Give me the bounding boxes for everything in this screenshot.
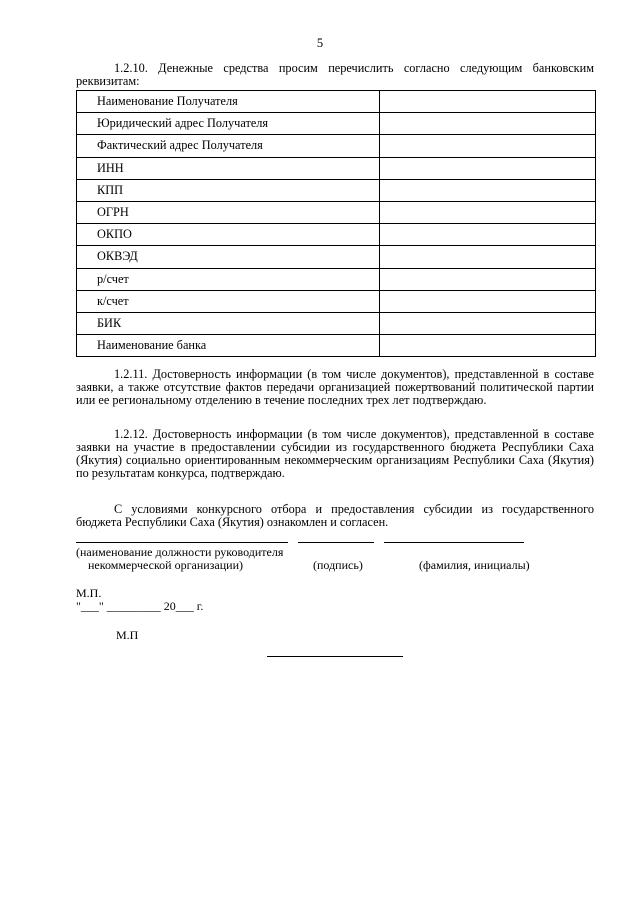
date-line: "___" _________ 20___ г. [76,599,204,613]
bank-field-label: ОКВЭД [77,246,380,268]
table-row [77,224,596,246]
bank-field-label: ИНН [77,157,380,179]
position-label-line2: некоммерческой организации) [88,558,244,572]
bank-field-label: Наименование Получателя [77,91,380,113]
bank-field-label: к/счет [77,290,380,312]
clause-1-2-10: 1.2.10. Денежные средства просим перечислить согласно следующим банковским реквизитам: [76,61,594,88]
bottom-line [267,656,403,657]
agreement-statement: С условиями конкурсного отбора и предоставления субсидии из государственного бюджета Республики Саха (Якутия) ознакомлен и согласен. [76,502,594,529]
bank-field-value [380,179,596,201]
bank-field-value [380,312,596,334]
table-row [77,135,596,157]
position-label-line1: (наименование должности руководителя [76,545,284,559]
bank-field-value [380,157,596,179]
clause-1-2-12: 1.2.12. Достоверность информации (в том числе документов), представленной в составе заявки на участие в предоставлении субсидии из государственного бюджета Республики Саха (Якутия) социально ориентированным некоммерческим организациям Республики Саха (Якутия) по результатам конкурса, подтверждаю. [76,427,594,480]
bank-field-label: КПП [77,179,380,201]
bank-field-value [380,290,596,312]
table-row [77,201,596,223]
bank-field-label: Фактический адрес Получателя [77,135,380,157]
table-row [77,312,596,334]
table-row [77,179,596,201]
bank-field-value [380,268,596,290]
stamp-label: М.П. [76,586,102,600]
signature-line [298,542,374,543]
bank-field-value [380,246,596,268]
bank-field-label: Наименование банка [77,335,380,357]
table-row [77,268,596,290]
bank-field-value [380,201,596,223]
table-row [77,113,596,135]
bank-field-label: Юридический адрес Получателя [77,113,380,135]
bank-details-table [76,90,596,357]
name-label: (фамилия, инициалы) [419,558,530,572]
bank-field-label: БИК [77,312,380,334]
table-row [77,290,596,312]
bank-field-value [380,113,596,135]
position-signature-line [76,542,288,543]
bank-field-value [380,224,596,246]
stamp-label-2: М.П [116,628,139,642]
bank-field-label: ОКПО [77,224,380,246]
table-row [77,246,596,268]
bank-field-value [380,135,596,157]
table-row [77,91,596,113]
page-number: 5 [316,36,324,50]
table-row [77,157,596,179]
bank-field-label: ОГРН [77,201,380,223]
clause-1-2-11: 1.2.11. Достоверность информации (в том числе документов), представленной в составе заявки, а также отсутствие фактов передачи организацией пожертвований политической партии или ее региональному отделению в течение последних трех лет подтверждаю. [76,367,594,407]
signature-label: (подпись) [313,558,363,572]
name-signature-line [384,542,524,543]
bank-field-label: р/счет [77,268,380,290]
bank-field-value [380,91,596,113]
table-row [77,335,596,357]
bank-field-value [380,335,596,357]
